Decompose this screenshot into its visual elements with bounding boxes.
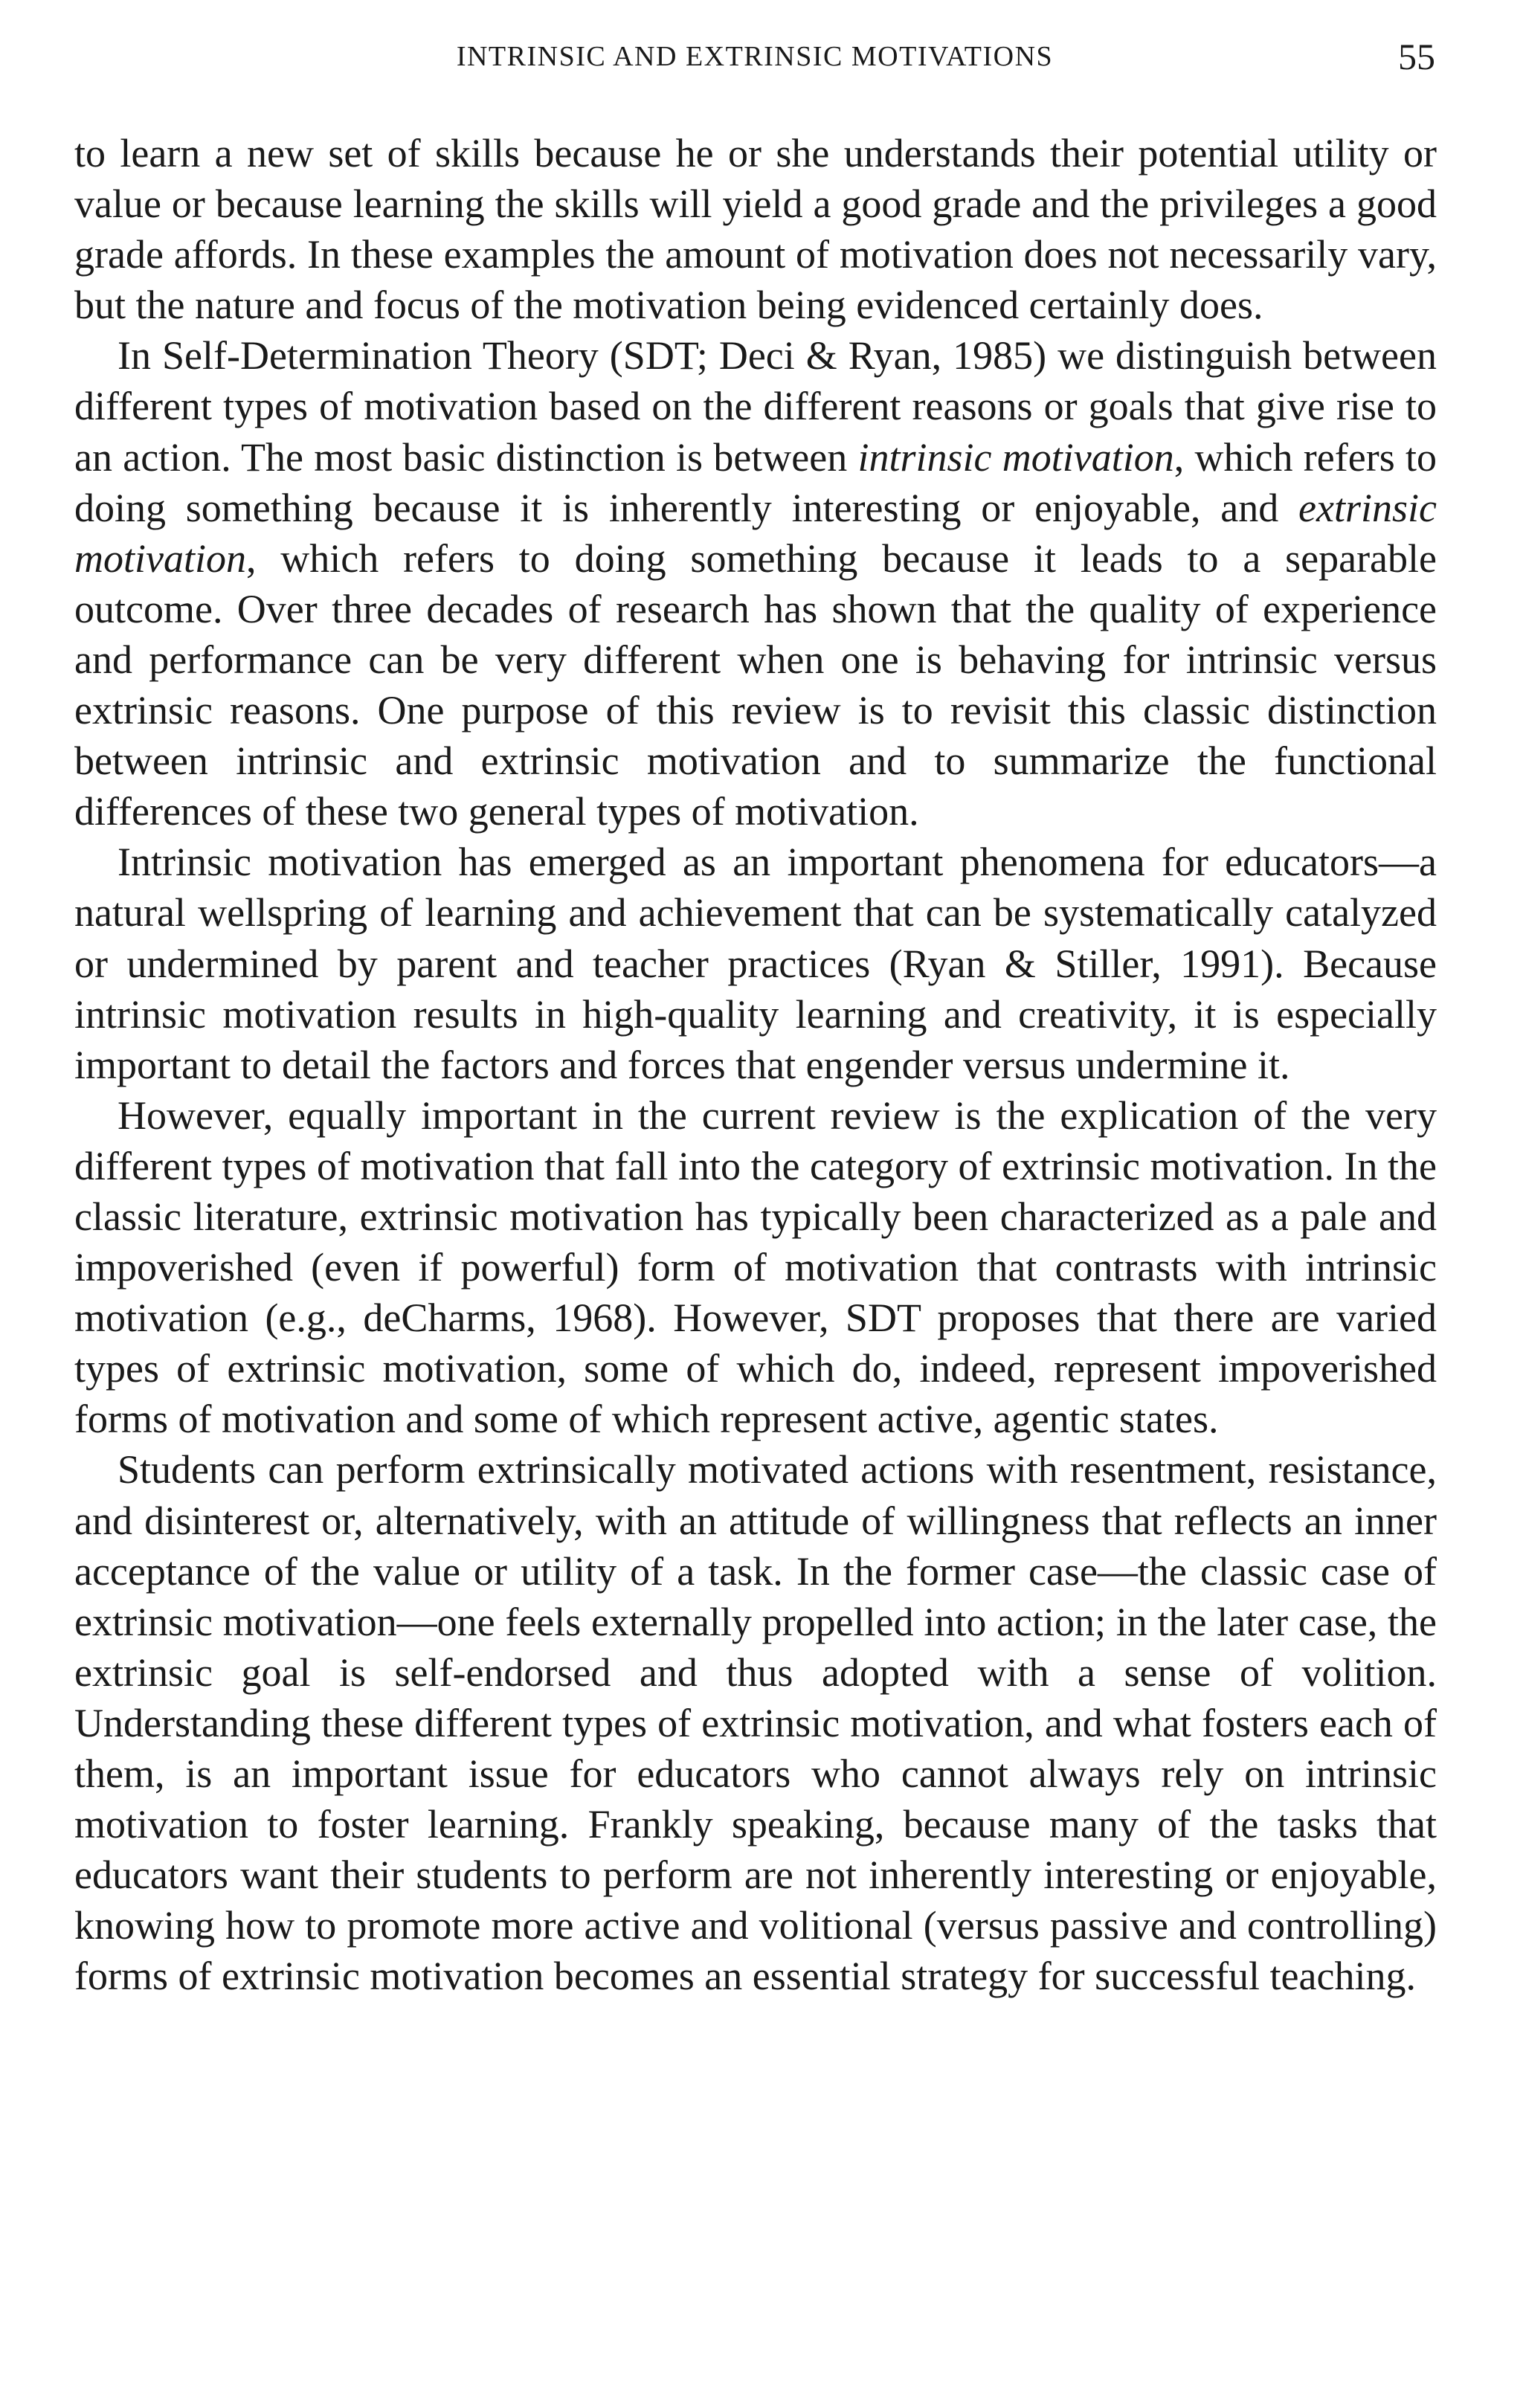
body-text: [74, 128, 1437, 2001]
text-segment: In Self-Determination Theory (SDT; Deci & Ryan, 1985) we distinguish between different types of motivation based on the different reasons or goals that give rise to an action. The most basic distinction is between: [74, 333, 1437, 480]
paragraph-intrinsic-for-educators: [74, 837, 1437, 1089]
running-title: INTRINSIC AND EXTRINSIC MOTIVATIONS: [456, 41, 1054, 72]
paragraph-extrinsic-types: [74, 1090, 1437, 1445]
paragraph-students-extrinsic: [74, 1444, 1437, 2001]
text-segment: Intrinsic motivation has emerged as an important phenomena for educators—a natural wellspring of learning and achievement that can be systematically catalyzed or undermined by parent and teacher practices (Ryan & Stiller, 1991). Because intrinsic motivation results in high-quality learning and creativity, it is especially important to detail the factors and forces that engender versus undermine it.: [74, 840, 1437, 1087]
paragraph-sdt-definition: [74, 330, 1437, 837]
text-segment: , which refers to doing something because it leads to a separable outcome. Over three decades of research has shown that the quality of experience and performance can be very different when one is behaving for intrinsic versus extrinsic reasons. One purpose of this review is to revisit this classic distinction between intrinsic and extrinsic motivation and to summarize the functional differences of these two general types of motivation.: [74, 535, 1437, 834]
page-number: 55: [1398, 36, 1435, 77]
term-intrinsic-motivation: intrinsic motivation: [857, 434, 1174, 480]
text-segment: , which refers to doing something because it is inherently interesting or enjoyable, and: [74, 434, 1437, 530]
text-segment: Students can perform extrinsically motivated actions with resentment, resistance, and disinterest or, alternatively, with an attitude of willingness that reflects an inner acceptance of the value or utility of a task. In the former case—the classic case of extrinsic motivation—one feels externally propelled into action; in the later case, the extrinsic goal is self-endorsed and thus adopted with a sense of volition. Understanding these different types of extrinsic motivation, and what fosters each of them, is an important issue for educators who cannot always rely on intrinsic motivation to foster learning. Frankly speaking, because many of the tasks that educators want their students to perform are not inherently interesting or enjoyable, knowing how to promote more active and volitional (versus passive and controlling) forms of extrinsic motivation becomes an essential strategy for successful teaching.: [74, 1447, 1437, 1999]
text-segment: However, equally important in the current review is the explication of the very different types of motivation that fall into the category of extrinsic motivation. In the classic literature, extrinsic motivation has typically been characterized as a pale and impoverished (even if powerful) form of motivation that contrasts with intrinsic motivation (e.g., deCharms, 1968). However, SDT proposes that there are varied types of extrinsic motivation, some of which do, indeed, represent impoverished forms of motivation and some of which represent active, agentic states.: [74, 1092, 1437, 1442]
running-head: [74, 34, 1435, 79]
text-segment: to learn a new set of skills because he or she understands their potential utility or value or because learning the skills will yield a good grade and the privileges a good grade affords. In these examples the amount of motivation does not necessarily vary, but the nature and focus of the motivation being evidenced certainly does.: [74, 131, 1437, 328]
paragraph-continued: [74, 128, 1437, 330]
term-extrinsic-motivation: extrinsic motivation: [74, 485, 1437, 581]
